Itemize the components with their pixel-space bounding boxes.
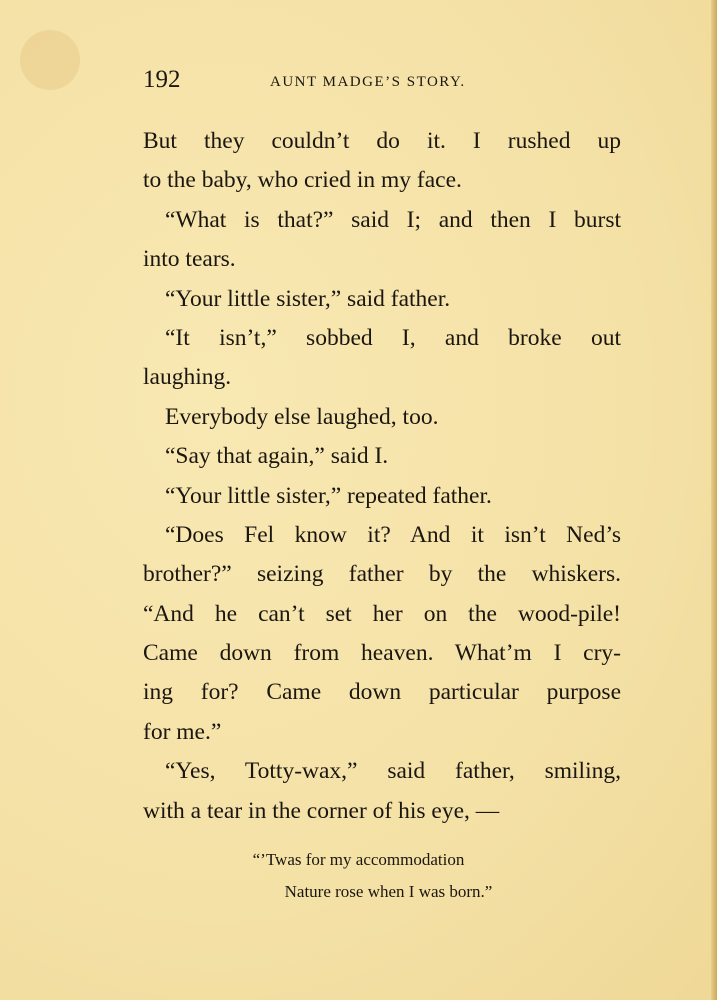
body-text [143,122,621,831]
text-line: “Your little sister,” said father. [165,285,451,312]
text-line: “Yes, Totty-wax,” said father, smiling, [165,758,621,785]
text-line: ing for? Came down particular purpose [143,679,621,706]
text-line: “What is that?” said I; and then I burst [165,206,621,233]
text-line: “And he can’t set her on the wood-pile! [143,600,621,627]
text-line: with a tear in the corner of his eye, — [143,797,500,824]
text-line: laughing. [143,364,232,391]
text-line: “It isn’t,” sobbed I, and broke out [165,324,621,351]
text-line: Everybody else laughed, too. [165,403,439,430]
text-line: Came down from heaven. What’m I cry- [143,640,621,667]
text-line: “Does Fel know it? And it isn’t Ned’s [165,521,621,548]
page-number: 192 [143,66,181,93]
verse-line: “’Twas for my accommodation [252,850,465,869]
page-header [143,66,623,98]
text-line: to the baby, who cried in my face. [143,167,462,194]
text-line: brother?” seizing father by the whiskers. [143,561,621,588]
running-head: AUNT MADGE’S STORY. [270,74,466,90]
text-line: for me.” [143,718,222,745]
text-line: But they couldn’t do it. I rushed up [143,128,621,154]
text-line: “Say that again,” said I. [165,443,389,470]
paper-stain [20,30,80,90]
text-line: into tears. [143,246,236,273]
verse-line: Nature rose when I was born.” [284,882,493,901]
text-line: “Your little sister,” repeated father. [165,482,492,509]
